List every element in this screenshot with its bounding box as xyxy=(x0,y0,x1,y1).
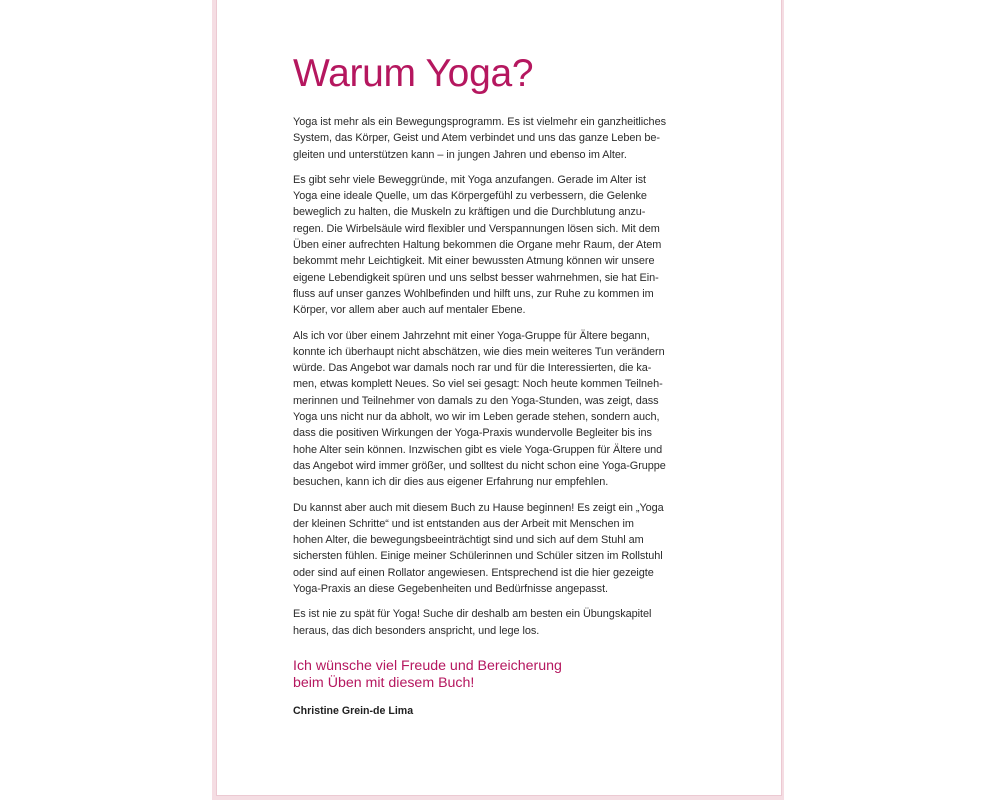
paragraph-4: Du kannst aber auch mit diesem Buch zu Hause beginnen! Es zeigt ein „Yoga der kleinen Schritte“ und ist entstanden aus der Arbeit mit Menschen im hohen Alter, die bewegungsbeeinträchtigt sind und sich auf dem Stuhl am sichersten fühlen. Einige meiner Schülerinnen und Schüler sitzen im Rollstuhl oder sind auf einen Rollator angewiesen. Entsprechend ist die hier gezeigte Yoga-Praxis an diese Gegebenheiten und Bedürfnisse angepasst. xyxy=(293,501,664,596)
book-page xyxy=(216,0,782,796)
author-name: Christine Grein-de Lima xyxy=(293,704,414,717)
paragraph-3: Als ich vor über einem Jahrzehnt mit einer Yoga-Gruppe für Ältere begann, konnte ich überhaupt nicht abschätzen, wie dies mein weiteres Tun verändern würde. Das Angebot war damals noch rar und für die Interessierten, die ka- men, etwas komplett Neues. So viel sei gesagt: Noch heute kommen Teilneh- merinnen und Teilnehmer von damals zu den Yoga-Stunden, was zeigt, dass Yoga uns nicht nur da abholt, wo wir im Leben gerade stehen, sondern auch, dass die positiven Wirkungen der Yoga-Praxis wundervolle Begleiter bis ins hohe Alter sein können. Inzwischen gibt es viele Yoga-Gruppen für Ältere und das Angebot wird immer größer, und solltest du nicht schon eine Yoga-Gruppe besuchen, kann ich dir dies aus eigener Erfahrung nur empfehlen. xyxy=(293,329,666,489)
paragraph-5: Es ist nie zu spät für Yoga! Suche dir deshalb am besten ein Übungskapitel heraus, das dich besonders anspricht, und lege los. xyxy=(293,608,652,637)
paragraph-2: Es gibt sehr viele Beweggründe, mit Yoga anzufangen. Gerade im Alter ist Yoga eine ideale Quelle, um das Körpergefühl zu verbessern, die Gelenke beweglich zu halten, die Muskeln zu kräftigen und die Durchblutung anzu- regen. Die Wirbelsäule wird flexibler und Verspannungen lösen sich. Mit dem Üben einer aufrechten Haltung bekommen die Organe mehr Raum, der Atem bekommt mehr Leichtigkeit. Mit einer bewussten Atmung können wir unsere eigene Lebendigkeit spüren und uns selbst besser wahrnehmen, sie hat Ein- fluss auf unser ganzes Wohlbefinden und hilft uns, zur Ruhe zu kommen im Körper, vor allem aber auch auf mentaler Ebene. xyxy=(293,173,662,317)
page-content xyxy=(293,52,705,717)
page-title: Warum Yoga? xyxy=(293,52,534,95)
closing-wish: Ich wünsche viel Freude und Bereicherung beim Üben mit diesem Buch! xyxy=(293,657,562,692)
body-text xyxy=(293,114,705,639)
paragraph-1: Yoga ist mehr als ein Bewegungsprogramm. Es ist vielmehr ein ganzheitliches System, das Körper, Geist und Atem verbindet und uns das ganze Leben be- gleiten und unterstützen kann – in jungen Jahren und ebenso im Alter. xyxy=(293,116,666,161)
